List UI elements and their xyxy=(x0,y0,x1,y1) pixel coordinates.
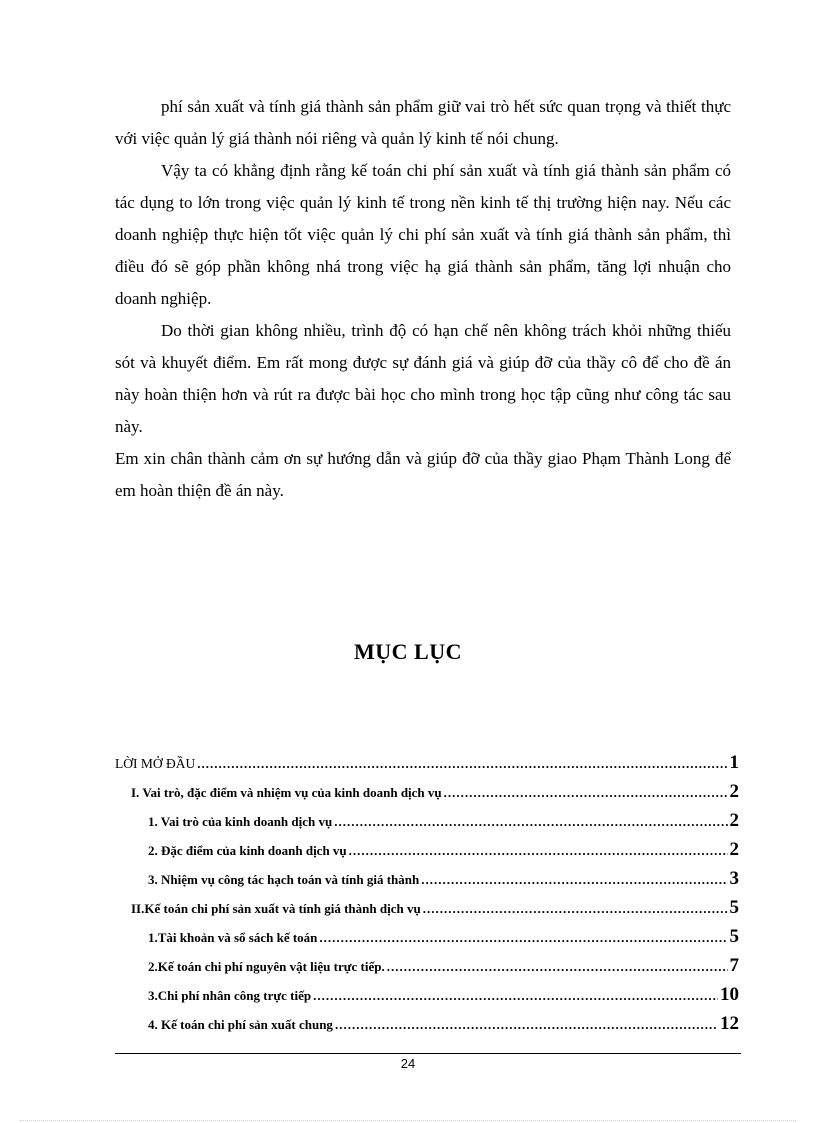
toc-entry[interactable] xyxy=(115,861,739,890)
toc-entry[interactable] xyxy=(115,774,739,803)
toc-leader-dots xyxy=(421,872,727,890)
toc-entry-page: 3 xyxy=(729,868,739,889)
toc-entry-page: 5 xyxy=(729,926,739,947)
toc-entry-page: 2 xyxy=(729,810,739,831)
toc-entry[interactable] xyxy=(115,745,739,774)
footer-rule xyxy=(115,1053,741,1054)
paragraph-2: Vậy ta có khẳng định rằng kế toán chi phí sản xuất và tính giá thành sản phẩm có tác dụng to lớn trong việc quản lý kinh tế trong nền kinh tế thị trường hiện nay. Nếu các doanh nghiệp thực hiện tốt việc quản lý chi phí sản xuất và tính giá thành sản phẩm, thì điều đó sẽ góp phần không nhá trong việc hạ giá thành sản phẩm, tăng lợi nhuận cho doanh nghiệp. xyxy=(115,161,731,308)
toc-leader-dots xyxy=(197,756,727,774)
toc-entry-label: 4. Kế toán chi phí sản xuất chung xyxy=(148,1017,333,1032)
paragraph-3: Do thời gian không nhiều, trình độ có hạn chế nên không trách khỏi những thiếu sót và khuyết điểm. Em rất mong được sự đánh giá và giúp đỡ của thầy cô để cho đề án này hoàn thiện hơn và rút ra được bài học cho mình trong học tập cũng như công tác sau này. xyxy=(115,321,731,436)
toc-entry-label: 1.Tài khoản và sổ sách kế toán xyxy=(148,930,318,945)
toc-entry[interactable] xyxy=(115,977,739,1006)
toc-leader-dots xyxy=(387,959,728,977)
toc-entry-label: 3. Nhiệm vụ công tác hạch toán và tính giá thành xyxy=(148,872,420,887)
toc-entry-page: 5 xyxy=(729,897,739,918)
toc-entry[interactable] xyxy=(115,890,739,919)
toc-leader-dots xyxy=(334,814,727,832)
page-bottom-edge xyxy=(20,1120,796,1121)
body-text xyxy=(115,91,731,507)
page-number: 24 xyxy=(400,1056,416,1071)
toc-entry[interactable] xyxy=(115,832,739,861)
toc-entry[interactable] xyxy=(115,1006,739,1035)
toc-entry-page: 7 xyxy=(729,955,739,976)
toc-leader-dots xyxy=(349,843,728,861)
toc-entry-page: 2 xyxy=(729,781,739,802)
paragraph-4: Em xin chân thành cảm ơn sự hướng dẫn và giúp đỡ của thầy giao Phạm Thành Long để em hoàn thiện đề án này. xyxy=(115,449,731,500)
toc-leader-dots xyxy=(444,785,728,803)
toc-entry-page: 1 xyxy=(729,752,739,773)
toc-leader-dots xyxy=(335,1017,718,1035)
toc-entry-label: 2.Kế toán chi phí nguyên vật liệu trực tiếp. xyxy=(148,959,385,974)
toc-entry[interactable] xyxy=(115,948,739,977)
toc-entry-label: LỜI MỞ ĐẦU xyxy=(115,756,196,771)
toc-entry[interactable] xyxy=(115,803,739,832)
toc-title: MỤC LỤC xyxy=(354,639,462,664)
toc-entry-label: 1. Vai trò của kinh doanh dịch vụ xyxy=(148,814,333,829)
toc-entry-label: II.Kế toán chi phí sản xuất và tính giá thành dịch vụ xyxy=(131,901,421,916)
toc-entry[interactable] xyxy=(115,919,739,948)
toc-entry-page: 2 xyxy=(729,839,739,860)
toc-entry-page: 12 xyxy=(720,1013,739,1034)
paragraph-1: phí sản xuất và tính giá thành sản phẩm giữ vai trò hết sức quan trọng và thiết thực với việc quản lý giá thành nói riêng và quản lý kinh tế nói chung. xyxy=(115,97,731,148)
table-of-contents xyxy=(115,745,739,1035)
toc-entry-label: I. Vai trò, đặc điểm và nhiệm vụ của kinh doanh dịch vụ xyxy=(131,785,442,800)
toc-leader-dots xyxy=(423,901,728,919)
toc-entry-label: 2. Đặc điểm của kinh doanh dịch vụ xyxy=(148,843,347,858)
toc-leader-dots xyxy=(313,988,718,1006)
toc-leader-dots xyxy=(319,930,727,948)
toc-entry-page: 10 xyxy=(720,984,739,1005)
toc-entry-label: 3.Chi phí nhân công trực tiếp xyxy=(148,988,312,1003)
